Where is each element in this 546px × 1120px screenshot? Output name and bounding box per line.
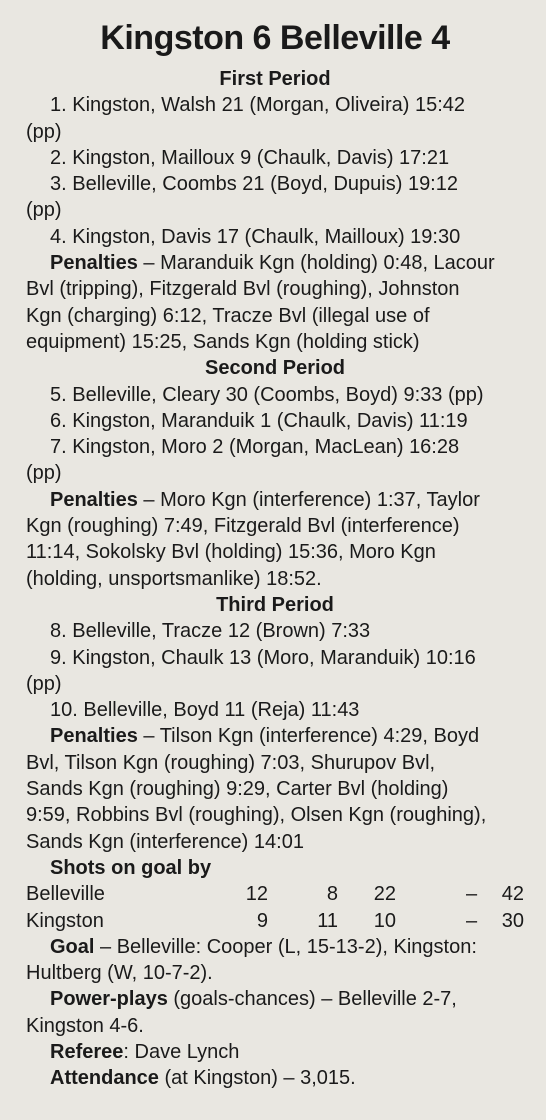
penalties-line: Sands Kgn (interference) 14:01 [26, 830, 304, 853]
power-plays-label: Power-plays [50, 988, 168, 1011]
power-plays-text: (goals-chances) – Belleville 2-7, [167, 988, 457, 1011]
first-period-heading: First Period [219, 68, 331, 90]
scoring-line: 7. Kingston, Moro 2 (Morgan, MacLean) 16:28 [50, 436, 460, 459]
scoring-line: 10. Belleville, Boyd 11 (Reja) 11:43 [50, 699, 360, 722]
penalties-line [26, 250, 524, 276]
penalties-line: equipment) 15:25, Sands Kgn (holding stick) [26, 330, 420, 353]
penalties-line: Sands Kgn (roughing) 9:29, Carter Bvl (holding) [26, 778, 449, 801]
scoring-line: (pp) [26, 199, 62, 222]
referee-label: Referee [50, 1040, 124, 1063]
power-plays-line: Kingston 4-6. [26, 1014, 144, 1037]
scoring-line: 1. Kingston, Walsh 21 (Morgan, Oliveira) 15:42 [50, 94, 466, 117]
scoring-line: 9. Kingston, Chaulk 13 (Moro, Maranduik) 10:16 [50, 646, 476, 669]
scoring-line: 8. Belleville, Tracze 12 (Brown) 7:33 [50, 620, 371, 643]
shots-period-1: 12 [245, 883, 268, 906]
goal-label: Goal [50, 935, 95, 958]
penalties-line: Bvl (tripping), Fitzgerald Bvl (roughing), Johnston [26, 278, 460, 301]
third-period-heading: Third Period [216, 593, 334, 616]
shots-total: 30 [501, 909, 524, 932]
shots-period-3: 10 [373, 909, 396, 932]
referee-value: : Dave Lynch [123, 1040, 240, 1063]
penalties-line: 11:14, Sokolsky Bvl (holding) 15:36, Moro Kgn [26, 541, 436, 564]
shots-dash: – [466, 883, 478, 906]
scoring-line: (pp) [26, 672, 62, 695]
penalties-text: – Maranduik Kgn (holding) 0:48, Lacour [137, 252, 495, 275]
scoring-line: 6. Kingston, Maranduik 1 (Chaulk, Davis) 11:19 [50, 409, 468, 432]
penalties-line [26, 723, 524, 749]
shots-period-3: 22 [373, 883, 396, 906]
scoring-line: 2. Kingston, Mailloux 9 (Chaulk, Davis) 17:21 [50, 146, 450, 169]
penalties-line [26, 487, 524, 513]
scoring-line: (pp) [26, 462, 62, 485]
goal-line: Hultberg (W, 10-7-2). [26, 962, 213, 985]
shots-team: Kingston [26, 909, 104, 932]
shots-period-2: 8 [326, 883, 338, 906]
goal-text: – Belleville: Cooper (L, 15-13-2), Kingston: [94, 935, 477, 958]
referee-line [26, 1039, 524, 1065]
scoring-line: 4. Kingston, Davis 17 (Chaulk, Mailloux) 19:30 [50, 225, 461, 248]
penalties-text: – Moro Kgn (interference) 1:37, Taylor [137, 488, 480, 511]
shots-total: 42 [501, 883, 524, 906]
penalties-line: Bvl, Tilson Kgn (roughing) 7:03, Shurupov Bvl, [26, 751, 436, 774]
shots-period-1: 9 [256, 909, 268, 932]
penalties-line: Kgn (charging) 6:12, Tracze Bvl (illegal use of [26, 304, 430, 327]
penalties-line: (holding, unsportsmanlike) 18:52. [26, 567, 322, 590]
shots-row-kingston [26, 908, 524, 934]
attendance-label: Attendance [50, 1067, 159, 1090]
shots-period-2: 11 [317, 909, 338, 932]
shots-heading: Shots on goal by [50, 856, 212, 879]
power-plays-line [26, 986, 524, 1012]
scoring-line: (pp) [26, 120, 62, 143]
scoring-line: 3. Belleville, Coombs 21 (Boyd, Dupuis) 19:12 [50, 173, 458, 196]
shots-team: Belleville [26, 883, 105, 906]
penalties-label: Penalties [50, 488, 138, 511]
penalties-line: Kgn (roughing) 7:49, Fitzgerald Bvl (interference) [26, 515, 460, 538]
headline: Kingston 6 Belleville 4 [100, 19, 450, 57]
penalties-line: 9:59, Robbins Bvl (roughing), Olsen Kgn (roughing), [26, 804, 487, 827]
second-period-heading: Second Period [204, 357, 346, 380]
shots-row-belleville [26, 881, 524, 907]
scoring-line: 5. Belleville, Cleary 30 (Coombs, Boyd) 9:33 (pp) [50, 383, 484, 406]
shots-dash: – [466, 909, 478, 932]
attendance-value: (at Kingston) – 3,015. [158, 1067, 356, 1090]
penalties-text: – Tilson Kgn (interference) 4:29, Boyd [137, 725, 480, 748]
goal-line [26, 934, 524, 960]
penalties-label: Penalties [50, 252, 138, 275]
attendance-line [26, 1065, 524, 1091]
penalties-label: Penalties [50, 725, 138, 748]
